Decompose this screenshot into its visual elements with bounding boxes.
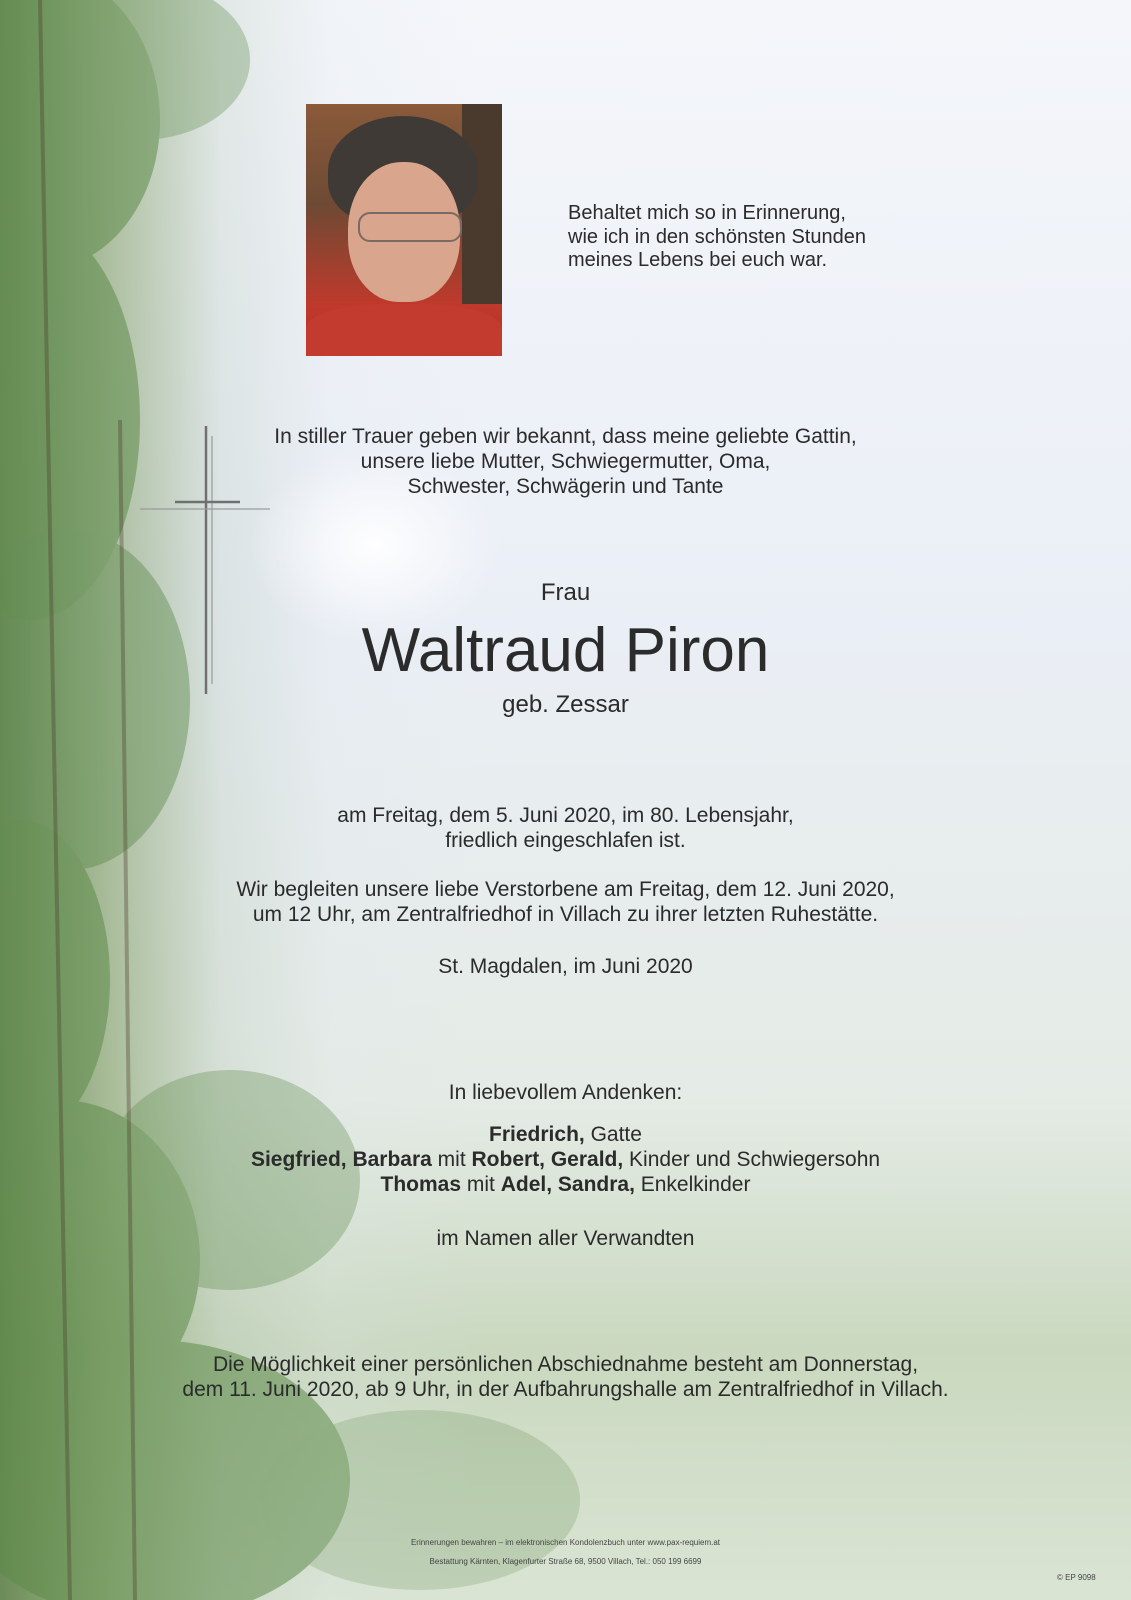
quote — [568, 202, 908, 273]
funeral-line: Wir begleiten unsere liebe Verstorbene am Freitag, dem 12. Juni 2020, — [236, 878, 895, 901]
quote-line: meines Lebens bei euch war. — [568, 249, 828, 271]
funeral-line: um 12 Uhr, am Zentralfriedhof in Villach zu ihrer letzten Ruhestätte. — [252, 903, 879, 926]
quote-line: Behaltet mich so in Erinnerung, — [568, 202, 846, 224]
footer-address: Bestattung Kärnten, Klagenfurter Straße 68, 9500 Villach, Tel.: 050 199 6699 — [429, 1557, 702, 1566]
death-notice — [0, 803, 1131, 853]
viewing-line: Die Möglichkeit einer persönlichen Abschiednahme besteht am Donnerstag, — [212, 1353, 919, 1376]
family-line — [0, 1122, 1131, 1147]
funeral-info — [0, 877, 1131, 927]
viewing-info — [0, 1352, 1131, 1402]
family-names: Thomas — [380, 1173, 462, 1196]
announcement-line: unsere liebe Mutter, Schwiegermutter, Oma, — [360, 450, 771, 473]
announcement-line: In stiller Trauer geben wir bekannt, dass meine geliebte Gattin, — [274, 425, 857, 448]
family-names: Robert, Gerald, — [471, 1148, 624, 1171]
footer-condolence: Erinnerungen bewahren – im elektronischen Kondolenzbuch unter www.pax-requiem.at — [410, 1538, 721, 1547]
family-names: Friedrich, — [489, 1123, 585, 1146]
family-names: Siegfried, Barbara — [250, 1148, 432, 1171]
deceased-name: Waltraud Piron — [361, 616, 770, 685]
family-line: Siegfried, Barbara mit Robert, Gerald, Kinder und Schwiegersohn — [250, 1148, 881, 1171]
memory-heading: In liebevollem Andenken: — [448, 1081, 683, 1104]
relatives: im Namen aller Verwandten — [436, 1227, 695, 1250]
family-role: Gatte — [584, 1123, 642, 1146]
document-code: © EP 9098 — [1057, 1573, 1096, 1582]
family-list — [0, 1122, 1131, 1197]
salutation: Frau — [540, 579, 591, 606]
death-line: am Freitag, dem 5. Juni 2020, im 80. Lebensjahr, — [337, 804, 794, 827]
family-role: Enkelkinder — [634, 1173, 751, 1196]
viewing-line: dem 11. Juni 2020, ab 9 Uhr, in der Aufbahrungshalle am Zentralfriedhof in Villach. — [182, 1378, 949, 1401]
announcement-line: Schwester, Schwägerin und Tante — [407, 475, 724, 498]
quote-line: wie ich in den schönsten Stunden — [568, 225, 866, 248]
death-line: friedlich eingeschlafen ist. — [445, 829, 686, 852]
family-role: Kinder und Schwiegersohn — [623, 1148, 881, 1171]
portrait-photo — [306, 104, 502, 356]
place-date: St. Magdalen, im Juni 2020 — [438, 955, 693, 978]
family-names: Adel, Sandra, — [500, 1173, 635, 1196]
family-line: Thomas mit Adel, Sandra, Enkelkinder — [380, 1173, 751, 1196]
announcement — [0, 424, 1131, 499]
maiden-name: geb. Zessar — [502, 691, 629, 718]
